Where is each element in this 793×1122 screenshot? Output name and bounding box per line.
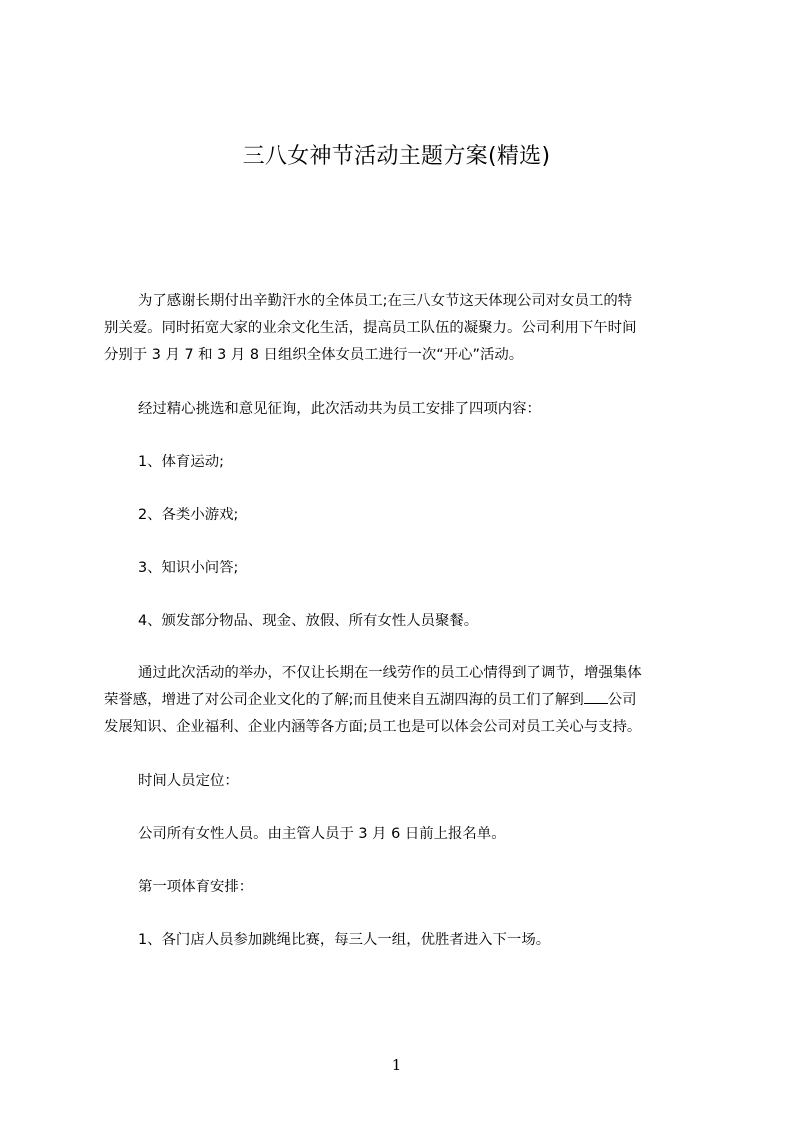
paragraph-benefits [104,660,704,741]
paragraph-line-start: 荣誉感，增进了对公司企业文化的了解;而且使来自五湖四海的员工们了解到 [104,692,584,708]
paragraph-intro [104,288,704,369]
blank-underline [584,689,608,704]
section-heading [104,768,704,795]
section-heading [104,874,704,901]
paragraph-line: 通过此次活动的举办，不仅让长期在一线劳作的员工心情得到了调节，增强集体 [138,665,642,681]
paragraph-line: 别关爱。同时拓宽大家的业余文化生活，提高员工队伍的凝聚力。公司利用下午时间 [104,320,637,336]
list-item-text: 4、颁发部分物品、现金、放假、所有女性人员聚餐。 [138,613,479,629]
list-item-text: 1、体育运动; [138,454,224,470]
paragraph-line: 分别于 3 月 7 和 3 月 8 日组织全体女员工进行一次“开心”活动。 [104,347,524,363]
paragraph-selection [104,396,704,423]
list-item [104,608,704,635]
document-title: 三八女神节活动主题方案(精选) [242,144,551,169]
paragraph-participants [104,821,704,848]
list-item-text: 2、各类小游戏; [138,507,239,523]
list-item [104,555,704,582]
paragraph-line-with-blank [104,687,704,714]
heading-first-item: 第一项体育安排： [138,879,254,895]
paragraph-line: 发展知识、企业福利、企业内涵等各方面;员工也是可以体会公司对员工关心与支持。 [104,719,642,735]
heading-time-people: 时间人员定位： [138,773,239,789]
paragraph-sports [104,927,704,954]
paragraph-line: 公司所有女性人员。由主管人员于 3 月 6 日前上报名单。 [138,826,506,842]
paragraph-line: 1、各门店人员参加跳绳比赛，每三人一组，优胜者进入下一场。 [138,932,551,948]
list-item-text: 3、知识小问答; [138,560,239,576]
paragraph-line: 为了感谢长期付出辛勤汗水的全体员工;在三八女节这天体现公司对女员工的特 [138,293,633,309]
paragraph-line-end: 公司 [607,692,637,708]
page-number: 1 [391,1056,402,1074]
list-item [104,502,704,529]
paragraph-line: 经过精心挑选和意见征询，此次活动共为员工安排了四项内容： [138,401,541,417]
list-item [104,449,704,476]
